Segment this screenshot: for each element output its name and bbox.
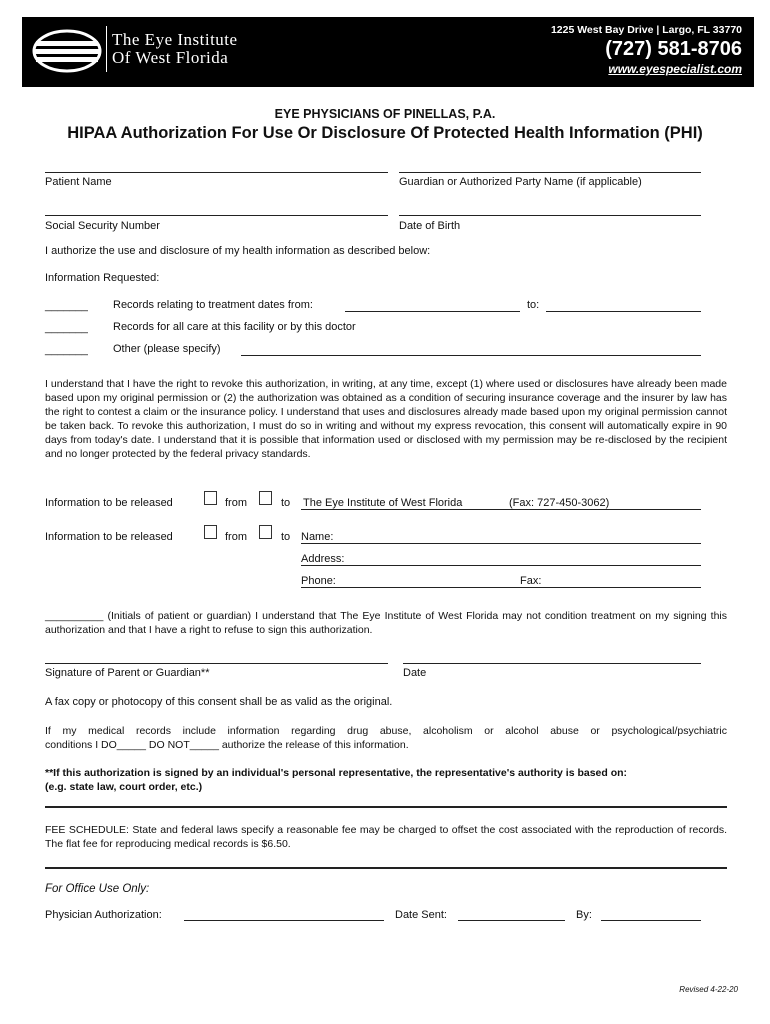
guardian-name-label: Guardian or Authorized Party Name (if applicable) <box>399 176 642 188</box>
divider-bottom <box>45 867 727 869</box>
ssn-label: Social Security Number <box>45 220 160 232</box>
release-checkbox-1b[interactable] <box>259 491 272 505</box>
release-phone-fax-field[interactable] <box>301 587 701 588</box>
release-checkbox-2b[interactable] <box>259 525 272 539</box>
representative-line-1: **If this authorization is signed by an individual's personal representative, the representative's authority is based on: <box>45 767 628 779</box>
initials-paragraph <box>45 609 727 637</box>
header-phone: (727) 581-8706 <box>605 38 742 60</box>
info-requested-label: Information Requested: <box>45 272 160 284</box>
release-address-field[interactable] <box>301 565 701 566</box>
release-label-2: Information to be released <box>45 531 173 543</box>
patient-name-field[interactable] <box>45 172 388 173</box>
release-from-2: from <box>225 531 247 543</box>
office-use-title: For Office Use Only: <box>45 883 150 895</box>
drug-line-1: If my medical records include information regarding drug abuse, alcoholism or alcohol abuse or psychological/psychiatric <box>45 725 727 737</box>
authorize-intro: I authorize the use and disclosure of my health information as described below: <box>45 245 431 257</box>
release-name-field[interactable] <box>301 543 701 544</box>
form-title: HIPAA Authorization For Use Or Disclosure Of Protected Health Information (PHI) <box>67 124 703 142</box>
brand-line-1: The Eye Institute <box>112 30 238 49</box>
release-checkbox-2a[interactable] <box>204 525 217 539</box>
dob-field[interactable] <box>399 215 701 216</box>
release-phone-label: Phone: <box>301 575 336 587</box>
release-to-1: to <box>281 497 291 509</box>
representative-line-2: (e.g. state law, court order, etc.) <box>45 781 203 793</box>
release-to-2: to <box>281 531 291 543</box>
eye-logo-icon <box>32 28 102 74</box>
opt2-label: Records for all care at this facility or by this doctor <box>113 321 356 333</box>
release-name-label: Name: <box>301 531 334 543</box>
release-fax-1: (Fax: 727-450-3062) <box>509 497 610 509</box>
brand-name <box>112 31 238 67</box>
by-field[interactable] <box>601 920 701 921</box>
practice-name: EYE PHYSICIANS OF PINELLAS, P.A. <box>274 107 496 121</box>
dob-label: Date of Birth <box>399 220 461 232</box>
opt1-blank[interactable]: _______ <box>45 300 88 312</box>
other-specify-field[interactable] <box>241 355 701 356</box>
initials-text: (Initials of patient or guardian) I understand that The Eye Institute of West Florida may not condition treatment on my signing this authorization and that I have a right to refuse to sign this authorization. <box>45 610 727 636</box>
release-label-1: Information to be released <box>45 497 173 509</box>
release-recipient-line-1 <box>301 509 701 510</box>
ssn-field[interactable] <box>45 215 388 216</box>
revision-date: Revised 4-22-20 <box>679 985 738 994</box>
release-checkbox-1a[interactable] <box>204 491 217 505</box>
logo-separator <box>106 26 107 72</box>
physician-auth-field[interactable] <box>184 920 384 921</box>
opt3-blank[interactable]: _______ <box>45 344 88 356</box>
release-from-1: from <box>225 497 247 509</box>
initials-blank[interactable]: __________ <box>45 610 104 622</box>
opt3-label: Other (please specify) <box>113 343 221 355</box>
opt2-blank[interactable]: _______ <box>45 322 88 334</box>
signature-field[interactable] <box>45 663 388 664</box>
signature-date-field[interactable] <box>403 663 701 664</box>
brand-line-2: Of West Florida <box>112 48 229 67</box>
dates-from-field[interactable] <box>345 311 520 312</box>
release-recipient-1: The Eye Institute of West Florida <box>303 497 463 509</box>
opt1-label: Records relating to treatment dates from: <box>113 299 313 311</box>
by-label: By: <box>576 909 592 921</box>
fee-schedule: FEE SCHEDULE: State and federal laws specify a reasonable fee may be charged to offset the cost associated with the reproduction of records. The flat fee for reproducing medical records is $6.50. <box>45 824 727 850</box>
date-sent-label: Date Sent: <box>395 909 447 921</box>
drug-statement <box>45 724 727 752</box>
guardian-name-field[interactable] <box>399 172 701 173</box>
revoke-paragraph: I understand that I have the right to revoke this authorization, in writing, at any time, except (1) where used or disclosures have already been made based upon my original permission or (2) the authorization was obtained as a condition of securing insurance coverage and the insurer by law has the right to contest a claim or the insurance policy. I understand that uses and disclosures already made based upon my original permission cannot be taken back. To revoke this authorization, I must do so in writing and without my express revocation, this consent will automatically expire in 90 days from today's date. I understand that it is possible that information used or disclosed with my permission may be re-disclosed by the recipient and no longer protected by the federal privacy standards. <box>45 378 727 460</box>
release-fax-label: Fax: <box>520 575 542 587</box>
release-address-label: Address: <box>301 553 345 565</box>
drug-line-2: conditions I DO_____ DO NOT_____ authorize the release of this information. <box>45 739 409 751</box>
header-website[interactable]: www.eyespecialist.com <box>608 62 742 76</box>
signature-date-label: Date <box>403 667 427 679</box>
physician-auth-label: Physician Authorization: <box>45 909 162 921</box>
patient-name-label: Patient Name <box>45 176 112 188</box>
signature-label: Signature of Parent or Guardian** <box>45 667 210 679</box>
opt1-to-label: to: <box>527 299 540 311</box>
header-address: 1225 West Bay Drive | Largo, FL 33770 <box>550 24 742 36</box>
divider-top <box>45 806 727 808</box>
fax-copy-statement: A fax copy or photocopy of this consent shall be as valid as the original. <box>45 696 393 708</box>
dates-to-field[interactable] <box>546 311 701 312</box>
date-sent-field[interactable] <box>458 920 565 921</box>
representative-statement <box>45 766 727 794</box>
